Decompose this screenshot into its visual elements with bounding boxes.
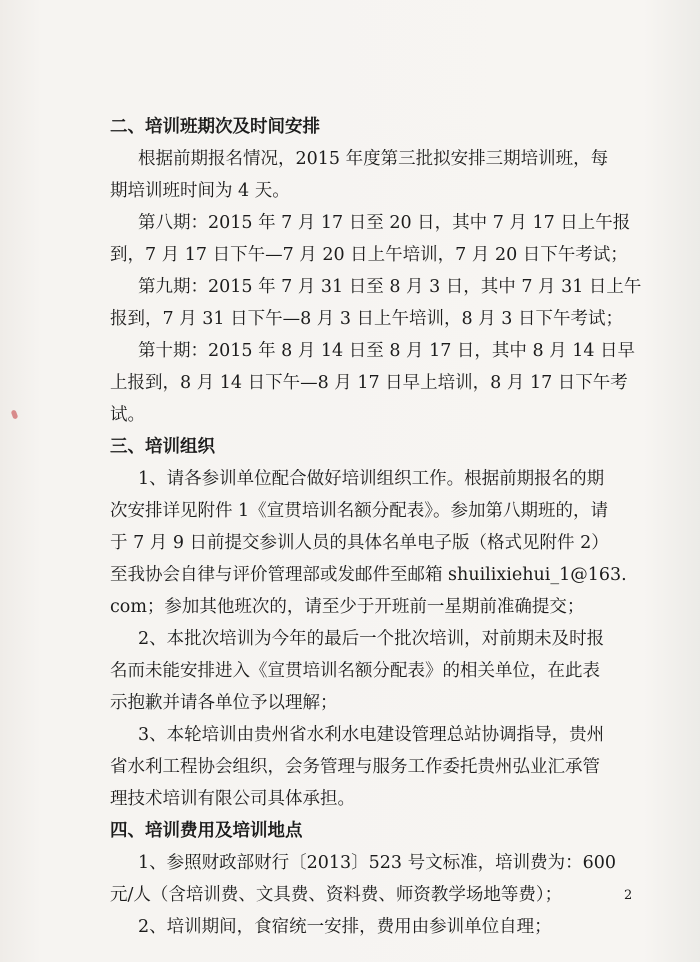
paragraph-line: 3、本轮培训由贵州省水利水电建设管理总站协调指导，贵州: [138, 725, 605, 745]
paragraph-line: 到，7 月 17 日下午—7 月 20 日上午培训，7 月 20 日下午考试；: [110, 245, 628, 265]
paragraph-line: 元/人（含培训费、文具费、资料费、师资教学场地等费）；: [110, 885, 563, 905]
paragraph-line: 名而未能安排进入《宣贯培训名额分配表》的相关单位，在此表: [110, 661, 600, 681]
page-number: 2: [624, 888, 633, 903]
paragraph-line: 试。: [110, 405, 145, 425]
paragraph-line: 报到，7 月 31 日下午—8 月 3 日上午培训，8 月 3 日下午考试；: [110, 309, 624, 329]
paragraph-line: 省水利工程协会组织，会务管理与服务工作委托贵州弘业汇承管: [110, 757, 600, 777]
section-heading: 三、培训组织: [110, 437, 215, 457]
paragraph-line: 次安排详见附件 1《宣贯培训名额分配表》。参加第八期班的，请: [110, 501, 608, 521]
paragraph-line: 上报到，8 月 14 日下午—8 月 17 日早上培训，8 月 17 日下午考: [110, 373, 628, 393]
paragraph-line: 期培训班时间为 4 天。: [110, 181, 290, 201]
section-heading: 四、培训费用及培训地点: [110, 821, 303, 841]
paragraph-line: 示抱歉并请各单位予以理解；: [110, 693, 338, 713]
paragraph-line: 第八期：2015 年 7 月 17 日至 20 日，其中 7 月 17 日上午报: [138, 213, 631, 233]
paragraph-line: 第九期：2015 年 7 月 31 日至 8 月 3 日，其中 7 月 31 日上午: [138, 277, 642, 297]
paragraph-line: 根据前期报名情况，2015 年度第三批拟安排三期培训班，每: [138, 149, 609, 169]
paragraph-line: 1、参照财政部财行〔2013〕523 号文标准，培训费为：600: [138, 853, 617, 873]
paragraph-line: 至我协会自律与评价管理部或发邮件至邮箱 shuilixiehui_1@163.: [110, 565, 627, 585]
paragraph-line: com；参加其他班次的，请至少于开班前一星期前准确提交；: [110, 597, 585, 617]
paragraph-line: 1、请各参训单位配合做好培训组织工作。根据前期报名的期: [138, 469, 605, 489]
paragraph-line: 于 7 月 9 日前提交参训人员的具体名单电子版（格式见附件 2）: [110, 533, 609, 553]
paragraph-line: 2、本批次培训为今年的最后一个批次培训，对前期未及时报: [138, 629, 605, 649]
paragraph-line: 2、培训期间，食宿统一安排，费用由参训单位自理；: [138, 917, 552, 937]
paragraph-line: 第十期：2015 年 8 月 14 日至 8 月 17 日，其中 8 月 14 日早: [138, 341, 636, 361]
paragraph-line: 理技术培训有限公司具体承担。: [110, 789, 355, 809]
section-heading: 二、培训班期次及时间安排: [110, 117, 320, 137]
